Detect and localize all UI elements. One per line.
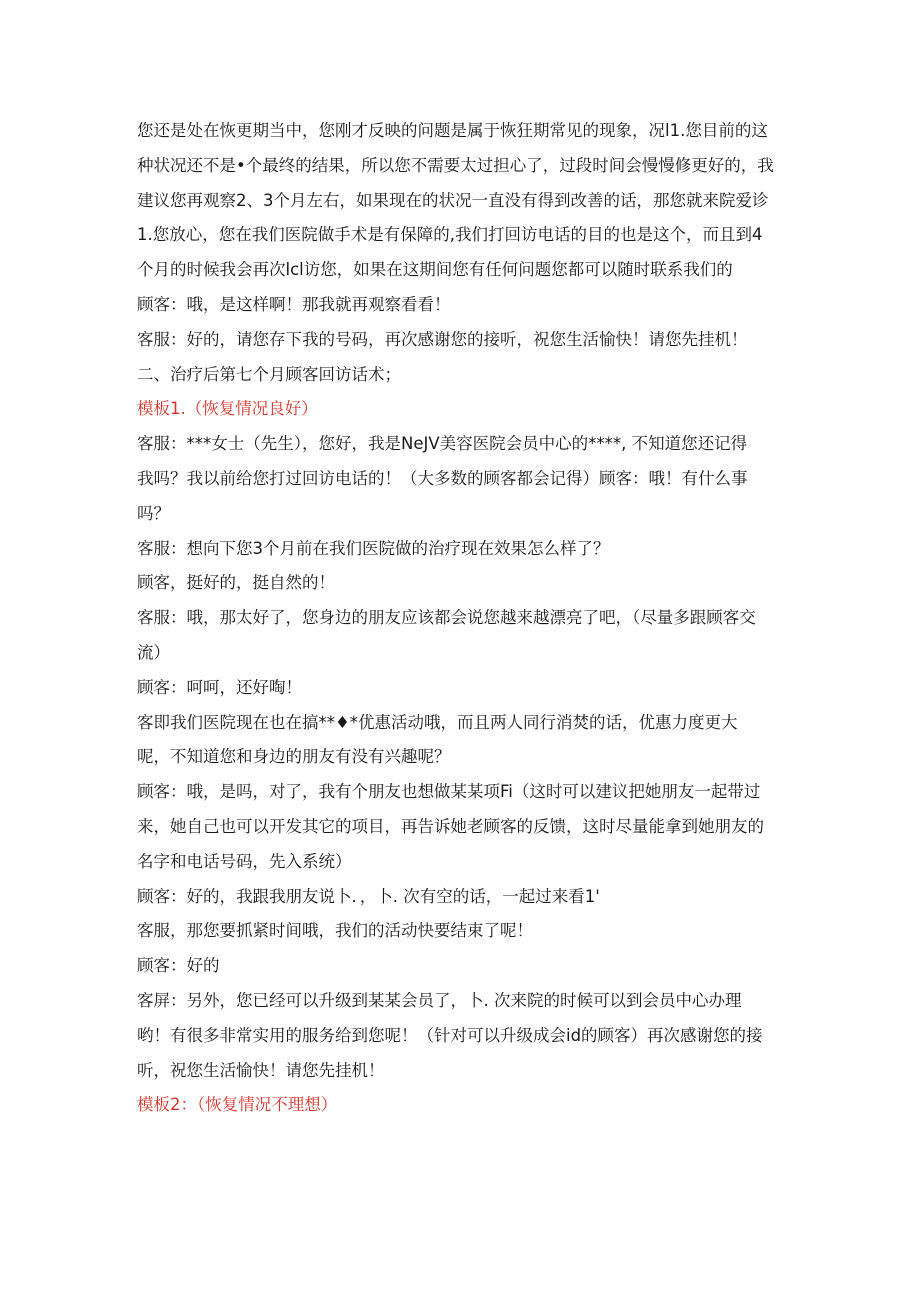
text-line: 客服：想向下您3个月前在我们医院做的治疗现在效果怎么样了？ [137,538,610,558]
text-line: 流） [137,642,170,662]
text-line: 客服：***女士（先生），您好，我是NeJV美容医院会员中心的****, 不知道您还记得 [137,434,748,454]
text-line: 建议您再观察2、3个月左右，如果现在的状况一直没有得到改善的话，那您就来院爱诊 [137,190,769,210]
text-line: 顾客：好的 [137,956,220,976]
text-line: 您还是处在恢更期当中，您刚才反映的问题是属于恢狂期常见的现象，况l1.您目前的这 [137,121,768,140]
section-heading: 模板1.（恢复情况良好） [137,399,318,419]
text-line: 顾客：好的，我跟我朋友说卜．，卜. 次有空的话，一起过来看1' [137,886,600,906]
text-line: 客服：哦，那太好了，您身边的朋友应该都会说您越来越漂亮了吧，（尽量多跟顾客交 [137,608,756,628]
text-line: 顾客：哦，是吗，对了，我有个朋友也想做某某项Fi（这时可以建议把她朋友一起带过 [137,782,761,802]
document-body [137,114,787,1123]
text-line: 呢，不知道您和身边的朋友有没有兴趣呢？ [137,747,451,767]
text-line: 客服，那您要抓紧时间哦，我们的活动快要结束了呢！ [137,921,533,941]
text-line: 种状况还不是•个最终的结果，所以您不需要太过担心了，过段时间会慢慢修更好的，我 [137,155,774,175]
section-heading: 模板2：（恢复情况不理想） [137,1095,338,1115]
text-line: 个月的时候我会再次lcl访您，如果在这期间您有任何问题您都可以随时联系我们的 [137,260,733,280]
text-line: 名字和电话号码，先入系统） [137,851,352,871]
text-line: 顾客：哦，是这样啊！那我就再观察看看！ [137,294,451,314]
text-line: 哟！有很多非常实用的服务给到您呢！（针对可以升级成会id的顾客）再次感谢您的接 [137,1025,763,1045]
text-line: 客即我们医院现在也在搞**♦*优惠活动哦，而且两人同行消焚的话，优惠力度更大 [137,712,738,732]
text-line: 我吗？我以前给您打过回访电话的！（大多数的顾客都会记得）顾客：哦！有什么事 [137,468,748,488]
text-line: 顾客：呵呵，还好啕！ [137,677,302,697]
text-line: 听，祝您生活愉快！请您先挂机！ [137,1060,385,1080]
text-line: 1.您放心，您在我们医院做手术是有保障的,我们打回访电话的目的也是这个，而且到4 [137,225,763,245]
text-line: 来，她自己也可以开发其它的项目，再告诉她老顾客的反馈，这时尽量能拿到她朋友的 [137,816,764,836]
text-line: 顾客，挺好的，挺自然的！ [137,573,335,593]
text-line: 二、治疗后第七个月顾客回访话术； [137,364,401,384]
text-line: 吗？ [137,503,170,523]
text-line: 客服：好的，请您存下我的号码，再次感谢您的接听，祝您生活愉快！请您先挂机！ [137,329,748,349]
text-line: 客屏：另外，您已经可以升级到某某会员了，卜. 次来院的时候可以到会员中心办理 [137,990,742,1010]
